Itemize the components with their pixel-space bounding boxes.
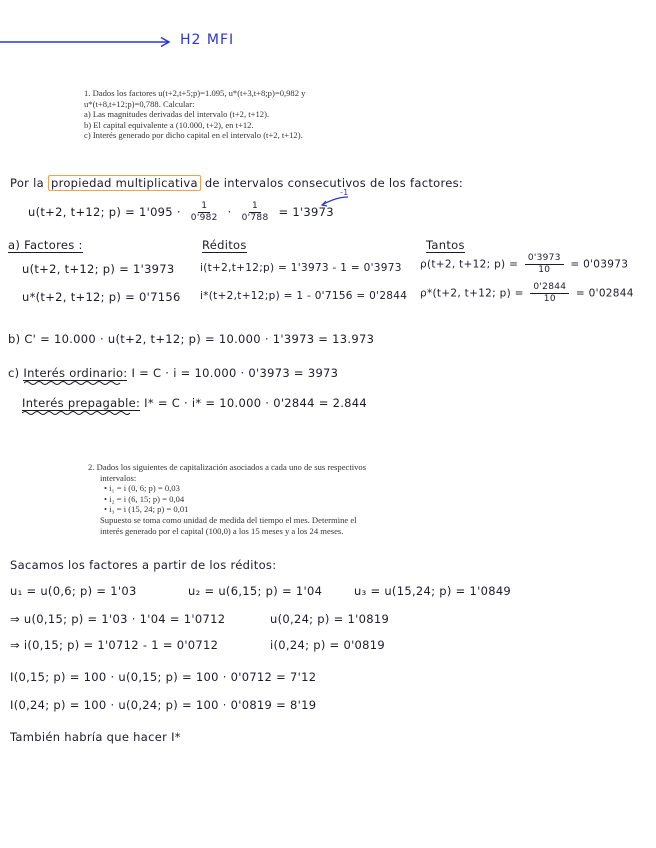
solution2-intro: Sacamos los factores a partir de los réditos: [10, 558, 277, 572]
factor-line-2: u*(t+2, t+12; p) = 0'7156 [22, 290, 181, 304]
u3-line: u₃ = u(15,24; p) = 1'0849 [354, 584, 512, 598]
tanto-line-2: ρ*(t+2, t+12; p) = $\frac{0'2844}{10}$ = 0'02844 [420, 282, 634, 304]
reditos-heading: Réditos [202, 238, 247, 252]
fraction-2: $\frac{1}{0'788}$ [241, 201, 269, 223]
bullet-1: • i₁ = i (0, 6; p) = 0,03 [104, 483, 180, 494]
main-equation: u(t+2, t+12; p) = 1'095 · $\frac{1}{0'982}$ · $\frac{1}{0'788}$ = 1'3973 [28, 201, 334, 223]
page-title: H2 MFI [180, 32, 235, 48]
u015-line: ⇒ u(0,15; p) = 1'03 · 1'04 = 1'0712 [10, 612, 226, 626]
annotation-minus-one: -1 [340, 188, 349, 197]
header-arrow-icon [0, 36, 180, 48]
i015-line: ⇒ i(0,15; p) = 1'0712 - 1 = 0'0712 [10, 638, 219, 652]
redito-line-1: i(t+2,t+12;p) = 1'3973 - 1 = 0'3973 [200, 262, 402, 274]
problem2-statement: 2. Dados los siguientes de capitalización asociados a cada uno de sus respectivos intervalos: • i₁ = i (0, 6; p) = 0,03 • i₂ = i (6, 15; p) = 0,04 • i₃ = i (15, 24; p) = 0,01 Supuesto se toma como unidad de medida del tiempo el mes. Determine el interés generado por el capital (100,0) a los 15 meses y a los 24 meses. [88, 462, 408, 536]
factores-heading: a) Factores : [8, 238, 83, 252]
bullet-3: • i₃ = i (15, 24; p) = 0,01 [104, 504, 189, 515]
wavy-underline-1 [24, 380, 124, 386]
tanto-line-1: ρ(t+2, t+12; p) = $\frac{0'3973}{10}$ = 0'03973 [420, 253, 629, 275]
factor-line-1: u(t+2, t+12; p) = 1'3973 [22, 262, 175, 276]
problem1-statement: 1. Dados los factores u(t+2,t+5;p)=1.095, u*(t+3,t+8;p)=0,982 y u*(t+8,t+12;p)=0,788. Calcular: a) Las magnitudes derivadas del intervalo (t+2, t+12). b) El capital equivalente a (10.000, t+2), en t+12. c) Interés generado por dicho capital en el intervalo (t+2, t+12). [84, 88, 306, 141]
u2-line: u₂ = u(6,15; p) = 1'04 [188, 584, 323, 598]
fraction-1: $\frac{1}{0'982}$ [190, 201, 218, 223]
u1-line: u₁ = u(0,6; p) = 1'03 [10, 584, 137, 598]
highlight-box: propiedad multiplicativa [48, 175, 201, 191]
interest-15-line: I(0,15; p) = 100 · u(0,15; p) = 100 · 0'0712 = 7'12 [10, 670, 317, 684]
solution1-intro: Por la propiedad multiplicativa de intervalos consecutivos de los factores: [10, 176, 464, 190]
redito-line-2: i*(t+2,t+12;p) = 1 - 0'7156 = 0'2844 [200, 290, 408, 302]
u024-line: u(0,24; p) = 1'0819 [270, 612, 390, 626]
part-c-line: c) Interés ordinario: I = C · i = 10.000 · 0'3973 = 3973 [8, 366, 339, 380]
wavy-underline-2 [22, 410, 130, 416]
part-b-line: b) C' = 10.000 · u(t+2, t+12; p) = 10.000 · 1'3973 = 13.973 [8, 332, 375, 346]
annotation-arrow-icon [316, 193, 356, 209]
i024-line: i(0,24; p) = 0'0819 [270, 638, 385, 652]
bullet-2: • i₂ = i (6, 15; p) = 0,04 [104, 493, 185, 504]
tantos-heading: Tantos [426, 238, 465, 252]
interest-24-line: I(0,24; p) = 100 · u(0,24; p) = 100 · 0'0819 = 8'19 [10, 698, 317, 712]
closing-note: También habría que hacer I* [10, 730, 181, 744]
part-c2-line: Interés prepagable: I* = C · i* = 10.000 · 0'2844 = 2.844 [22, 396, 368, 410]
